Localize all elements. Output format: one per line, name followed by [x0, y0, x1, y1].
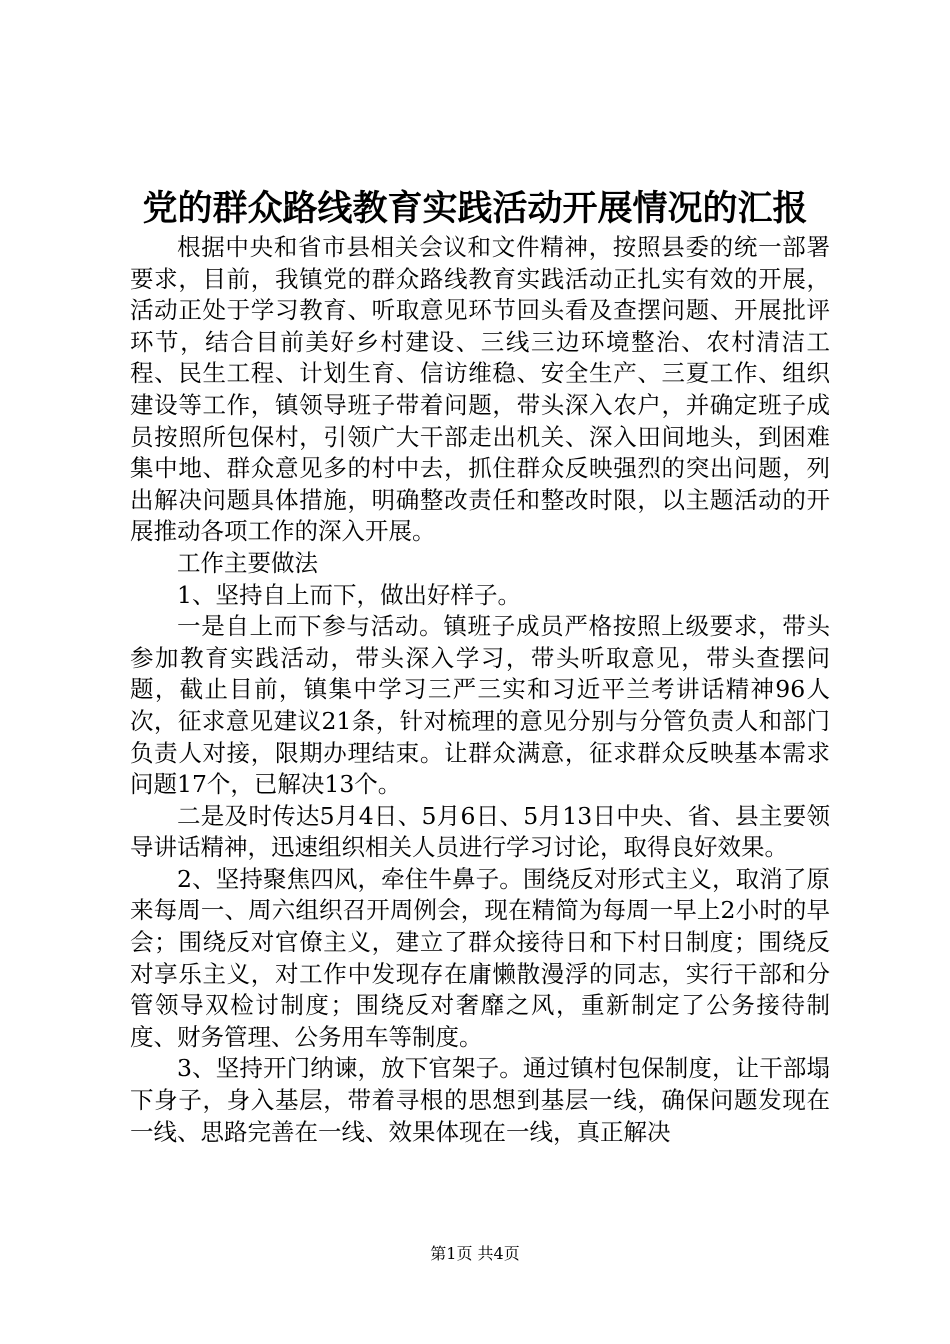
paragraph-point-3: 3、坚持开门纳谏，放下官架子。通过镇村包保制度，让干部塌下身子，身入基层，带着寻根的思想到基层一线，确保问题发现在一线、思路完善在一线、效果体现在一线，真正解决 — [130, 1054, 830, 1146]
paragraph-point-2: 2、坚持聚焦四风，牵住牛鼻子。围绕反对形式主义，取消了原来每周一、周六组织召开周例会，现在精简为每周一早上2小时的早会；围绕反对官僚主义，建立了群众接待日和下村日制度；围绕反对享乐主义，对工作中发现存在庸懒散漫浮的同志，实行干部和分管领导双检讨制度；围绕反对奢靡之风，重新制定了公务接待制度、财务管理、公务用车等制度。 — [130, 864, 830, 1051]
paragraph-item-2: 二是及时传达5月4日、5月6日、5月13日中央、省、县主要领导讲话精神，迅速组织相关人员进行学习讨论，取得良好效果。 — [130, 801, 830, 862]
page-footer: 第1页 共4页 — [430, 1244, 520, 1263]
section-heading: 工作主要做法 — [177, 548, 318, 577]
paragraph-intro: 根据中央和省市县相关会议和文件精神，按照县委的统一部署要求，目前，我镇党的群众路线教育实践活动正扎实有效的开展，活动正处于学习教育、听取意见环节回头看及查摆问题、开展批评环节，结合目前美好乡村建设、三线三边环境整治、农村清洁工程、民生工程、计划生育、信访维稳、安全生产、三夏工作、组织建设等工作，镇领导班子带着问题，带头深入农户，并确定班子成员按照所包保村，引领广大干部走出机关、深入田间地头，到困难集中地、群众意见多的村中去，抓住群众反映强烈的突出问题，列出解决问题具体措施，明确整改责任和整改时限，以主题活动的开展推动各项工作的深入开展。 — [130, 233, 830, 546]
document-body — [130, 232, 830, 1148]
document-title: 党的群众路线教育实践活动开展情况的汇报 — [142, 188, 808, 229]
subheading-1: 1、坚持自上而下，做出好样子。 — [177, 580, 521, 609]
paragraph-item-1: 一是自上而下参与活动。镇班子成员严格按照上级要求，带头参加教育实践活动，带头深入学习，带头听取意见，带头查摆问题，截止目前，镇集中学习三严三实和习近平兰考讲话精神96人次，征求意见建议21条，针对梳理的意见分别与分管负责人和部门负责人对接，限期办理结束。让群众满意，征求群众反映基本需求问题17个，已解决13个。 — [130, 612, 830, 799]
